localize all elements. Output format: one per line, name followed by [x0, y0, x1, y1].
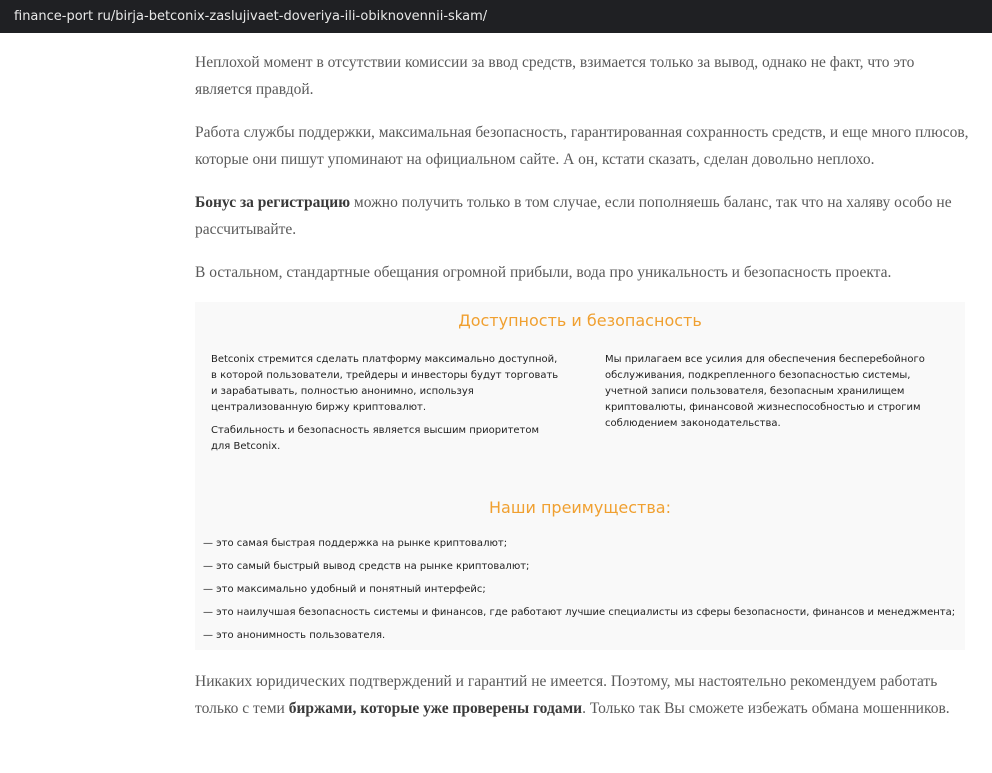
paragraph-support: Работа службы поддержки, максимальная безопасность, гарантированная сохранность средств, и еще много плюсов, которые они пишут упоминают на официальном сайте. А он, кстати сказать, сделан довольно неплохо.: [195, 124, 969, 168]
embed-left-column: [211, 352, 561, 462]
embedded-site-screenshot: [195, 302, 965, 650]
conclusion-end: . Только так Вы сможете избежать обмана мошенников.: [582, 700, 950, 717]
advantages-list: [203, 532, 955, 647]
paragraph-promises: В остальном, стандартные обещания огромной прибыли, вода про уникальность и безопасность проекта.: [195, 264, 892, 281]
paragraph-conclusion: [195, 668, 975, 722]
advantage-item: — это анонимность пользователя.: [203, 630, 386, 641]
url-bar[interactable]: finance-port ru/birja-betconix-zaslujivaet-doveriya-ili-obiknovennii-skam/: [0, 0, 992, 33]
embed-title-security: Доступность и безопасность: [458, 311, 702, 330]
paragraph-bonus: [195, 189, 975, 243]
embed-left-p2: Стабильность и безопасность является высшим приоритетом для Betconix.: [211, 425, 540, 452]
conclusion-bold: биржами, которые уже проверены годами: [288, 700, 583, 717]
embed-right-column: [605, 352, 950, 439]
embed-title-advantages: Наши преимущества:: [488, 498, 671, 517]
conclusion-start: Никаких юридических подтверждений и гарантий не имеется. Поэтому, мы настоятельно рекомендуем работать только с теми: [195, 673, 938, 717]
advantage-item: — это самый быстрый вывод средств на рынке криптовалют;: [203, 561, 530, 572]
advantage-item: — это наилучшая безопасность системы и финансов, где работают лучшие специалисты из сферы безопасности, финансов и менеджмента;: [203, 607, 956, 618]
bonus-bold: Бонус за регистрацию: [195, 194, 351, 211]
paragraph-commission: Неплохой момент в отсутствии комиссии за ввод средств, взимается только за вывод, однако не факт, что это является правдой.: [195, 54, 915, 98]
advantage-item: — это максимально удобный и понятный интерфейс;: [203, 584, 486, 595]
article-body: [195, 49, 975, 738]
advantage-item: — это самая быстрая поддержка на рынке криптовалют;: [203, 538, 508, 549]
embed-right-p1: Мы прилагаем все усилия для обеспечения бесперебойного обслуживания, подкрепленного безопасностью системы, учетной записи пользователя, безопасным хранилищем криптовалюты, финансовой жизнеспособностью и строгим соблюдением законодательства.: [605, 354, 925, 429]
embed-left-p1: Betconix стремится сделать платформу максимально доступной, в которой пользователи, трейдеры и инвесторы будут торговать и зарабатывать, полностью анонимно, используя централизованную биржу криптовалют.: [211, 354, 559, 413]
bonus-rest: можно получить только в том случае, если пополняешь баланс, так что на халяву особо не рассчитывайте.: [195, 194, 952, 238]
